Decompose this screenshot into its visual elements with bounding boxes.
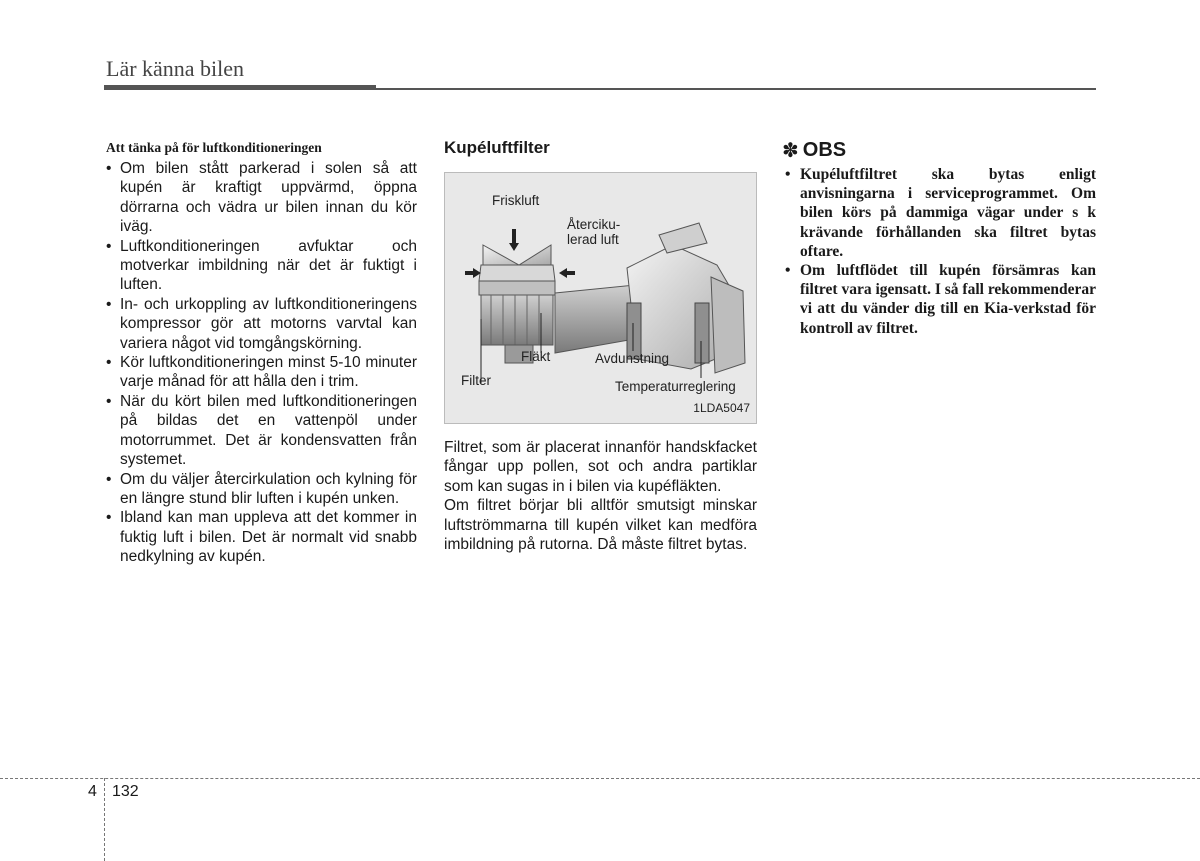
ac-tips-section	[104, 140, 417, 567]
label-avdunstning: Avdunstning	[595, 351, 670, 366]
ac-tips-heading: Att tänka på för luftkonditioneringen	[106, 140, 322, 155]
header-rule-thin	[376, 88, 1096, 90]
page-number: 132	[112, 783, 139, 800]
label-atercirk-line2: lerad luft	[567, 232, 619, 247]
figure-code: 1LDA5047	[693, 401, 750, 415]
cabin-filter-section	[444, 138, 757, 554]
chapter-number: 4	[88, 783, 97, 800]
asterisk-icon: ✽	[782, 140, 799, 162]
obs-heading-text: OBS	[802, 139, 847, 161]
list-item: • Kupéluftfiltret ska bytas enligt anvisningarna i serviceprogrammet. Om bilen körs på dammiga vägar under s k krävande förhållanden ska filtret bytas oftare.	[782, 165, 1096, 261]
label-friskluft: Friskluft	[492, 193, 540, 208]
list-item: • När du kört bilen med luftkonditioneringen på bildas det en vattenpöl under motorrummet. Det är kondensvatten från systemet.	[104, 392, 417, 470]
list-item: • Om bilen stått parkerad i solen så att kupén är kraftigt uppvärmd, öppna dörrarna och vädra ur bilen innan du kör iväg.	[104, 159, 417, 237]
list-item: • In- och urkoppling av luftkonditioneringens kompressor gör att motorns varvtal kan variera något vid tomgångskörning.	[104, 295, 417, 353]
ac-tips-list	[104, 159, 417, 567]
label-atercirkulerad-luft	[567, 217, 620, 247]
label-temperaturreglering: Temperaturreglering	[615, 379, 736, 394]
list-item: • Kör luftkonditioneringen minst 5-10 minuter varje månad för att hålla den i trim.	[104, 353, 417, 392]
page-header-title: Lär känna bilen	[106, 56, 245, 81]
list-item: • Luftkonditioneringen avfuktar och motverkar imbildning när det är fuktigt i luften.	[104, 237, 417, 295]
obs-heading	[782, 138, 1096, 163]
cabin-filter-paragraph-1: Filtret, som är placerat innanför handskfacket fångar upp pollen, sot och andra partiklar som kan sugas in i bilen via kupéfläkten.	[444, 439, 757, 495]
obs-note-section	[782, 138, 1096, 338]
cabin-filter-heading: Kupéluftfilter	[444, 138, 550, 157]
cabin-filter-paragraph-2: Om filtret börjar bli alltför smutsigt minskar luftströmmarna till kupén vilket kan medföra imbildning på rutorna. Då måste filtret bytas.	[444, 497, 757, 554]
list-item: • Ibland kan man uppleva att det kommer in fuktig luft i bilen. Det är normalt vid snabb nedkylning av kupén.	[104, 508, 417, 566]
footer-divider	[104, 778, 105, 861]
label-flakt: Fläkt	[521, 349, 551, 364]
label-filter: Filter	[461, 373, 491, 388]
label-atercirk-line1: Återciku-	[567, 217, 621, 232]
list-item: • Om luftflödet till kupén försämras kan filtret vara igensatt. I så fall rekommenderar vi att du vänder dig till en Kia-verkstad för kontroll av filtret.	[782, 261, 1096, 338]
obs-list	[782, 165, 1096, 338]
hvac-diagram	[444, 172, 757, 424]
list-item: • Om du väljer återcirkulation och kylning för en längre stund blir luften i kupén unken.	[104, 470, 417, 509]
footer-rule	[0, 778, 1200, 779]
header-rule-dark	[104, 85, 376, 90]
